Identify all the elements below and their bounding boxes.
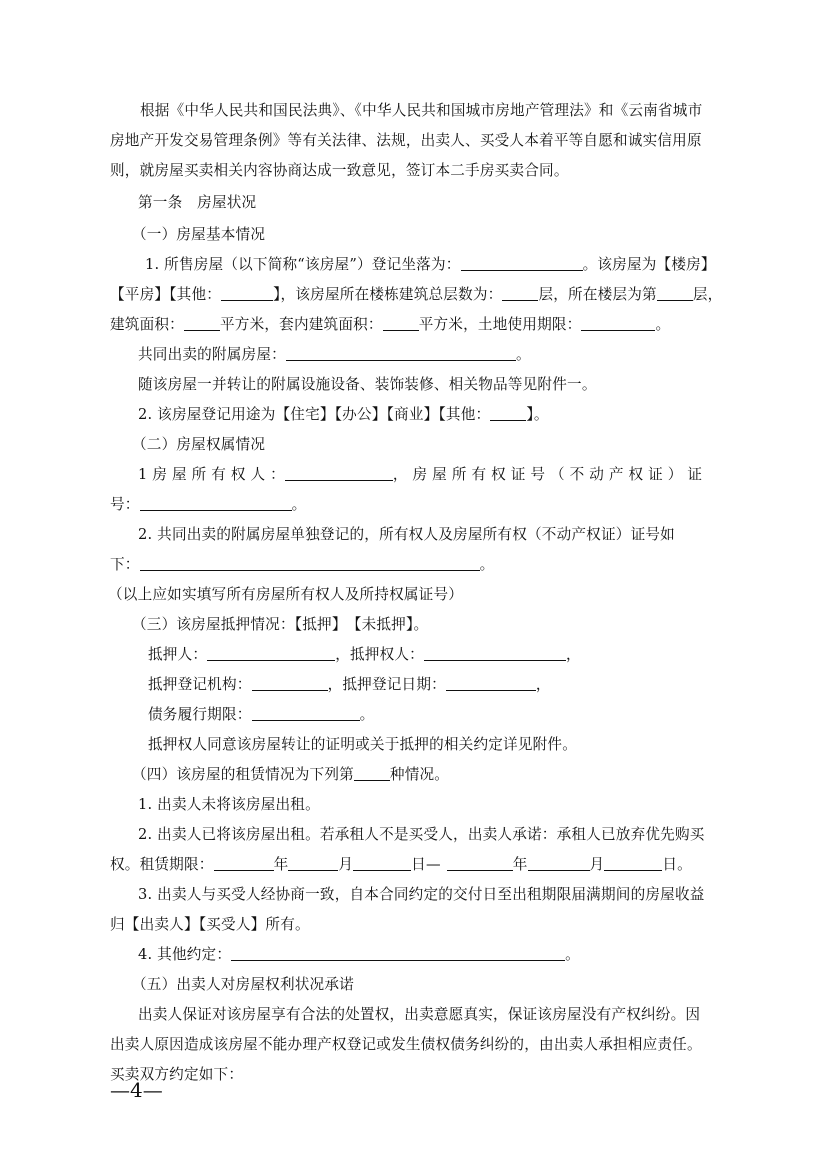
text: 层，	[692, 286, 723, 303]
lease-start-day[interactable]	[353, 856, 411, 871]
text: 1. 所售房屋（以下简称“该房屋”）登记坐落为：	[145, 256, 461, 273]
text: 。	[515, 346, 531, 363]
mortgage-date-blank[interactable]	[446, 676, 536, 691]
lease-end-day[interactable]	[604, 856, 662, 871]
lease-item-2: 2. 出卖人已将该房屋出租。若承租人不是买受人，出卖人承诺：承租人已放弃优先购买	[138, 826, 705, 843]
attached-houses-line	[138, 345, 531, 365]
text: 月	[589, 856, 605, 873]
text: 层，所在楼层为第	[538, 286, 657, 303]
lease-term-line	[110, 855, 692, 875]
text: 【平房】【其他：	[110, 286, 222, 303]
section-5-title: （五）出卖人对房屋权利状况承诺	[132, 976, 354, 993]
usage-other-blank[interactable]	[490, 406, 526, 421]
promise-line-2: 出卖人原因造成该房屋不能办理产权登记或发生债权债务纠纷的，由出卖人承担相应责任。	[110, 1036, 702, 1053]
mortgagee-blank[interactable]	[424, 646, 566, 661]
text: 1 房 屋 所 有 权 人 ：	[138, 466, 285, 483]
text: 共同出卖的附属房屋：	[138, 346, 286, 363]
text: ，	[535, 676, 551, 693]
debt-term-blank[interactable]	[252, 706, 360, 721]
text: 抵押登记机构：	[148, 676, 252, 693]
text: 建筑面积：	[110, 316, 184, 333]
inner-area-blank[interactable]	[383, 316, 419, 331]
text: 】。	[526, 406, 549, 423]
building-area-blank[interactable]	[184, 316, 220, 331]
section-4-title	[132, 765, 449, 785]
text: 。	[291, 496, 307, 513]
sec1-item1-line1	[145, 255, 716, 275]
text: 平方米，土地使用期限：	[418, 316, 582, 333]
ownership-note: （以上应如实填写所有房屋所有权人及所持权属证号）	[108, 586, 464, 603]
text: 日—	[411, 856, 441, 873]
section-2-title: （二）房屋权属情况	[132, 436, 266, 453]
text: （四）该房屋的租赁情况为下列第	[132, 766, 354, 783]
text: 权。租赁期限：	[110, 856, 214, 873]
article-1-title: 第一条 房屋状况	[138, 194, 257, 211]
attached-houses-blank[interactable]	[286, 346, 516, 361]
mortgagor-line	[148, 645, 581, 665]
text: 。	[655, 316, 671, 333]
mortgage-agency-blank[interactable]	[252, 676, 328, 691]
text: 。该房屋为【楼房】	[582, 256, 716, 273]
text: 2. 该房屋登记用途为【住宅】【办公】【商业】【其他：	[138, 406, 491, 423]
text: ，	[565, 646, 581, 663]
intro-line-3: 则，就房屋买卖相关内容协商达成一致意见，签订本二手房买卖合同。	[110, 162, 569, 179]
text: 债务履行期限：	[148, 706, 252, 723]
attached-owner-line: 2. 共同出卖的附属房屋单独登记的，所有权人及房屋所有权（不动产权证）证号如	[138, 526, 675, 543]
sec1-item1-line2	[110, 285, 722, 305]
promise-line-1: 出卖人保证对该房屋享有合法的处置权，出卖意愿真实，保证该房屋没有产权纠纷。因	[138, 1006, 701, 1023]
text: ，抵押登记日期：	[327, 676, 446, 693]
text: 年	[512, 856, 528, 873]
sec1-item1-line3	[110, 315, 670, 335]
other-agreement-blank[interactable]	[231, 946, 565, 961]
text: 年	[273, 856, 289, 873]
section-1-title: （一）房屋基本情况	[132, 226, 266, 243]
total-floors-blank[interactable]	[502, 286, 538, 301]
cert-number-blank[interactable]	[140, 496, 292, 511]
lease-case-blank[interactable]	[354, 766, 390, 781]
mortgage-consent: 抵押权人同意该房屋转让的证明或关于抵押的相关约定详见附件。	[148, 736, 578, 753]
text: 号：	[110, 496, 140, 513]
text: 下：	[110, 556, 140, 573]
text: 】，该房屋所在楼栋建筑总层数为：	[273, 286, 503, 303]
cert-number-line	[110, 495, 306, 515]
attached-owner-line-2	[110, 555, 494, 575]
text: 平方米，套内建筑面积：	[219, 316, 383, 333]
floor-blank[interactable]	[657, 286, 693, 301]
owner-line	[138, 465, 702, 485]
text: 。	[565, 946, 580, 963]
text: 。	[479, 556, 495, 573]
other-type-blank[interactable]	[221, 286, 273, 301]
lease-item-4	[138, 945, 580, 965]
lease-item-1: 1. 出卖人未将该房屋出租。	[138, 796, 320, 813]
lease-item-3: 3. 出卖人与买受人经协商一致，自本合同约定的交付日至出租期限届满期间的房屋收益	[138, 886, 705, 903]
mortgagor-blank[interactable]	[207, 646, 335, 661]
facilities-line: 随该房屋一并转让的附属设施设备、装饰装修、相关物品等见附件一。	[138, 376, 597, 393]
page-number: —4—	[110, 1078, 163, 1102]
text: ， 房 屋 所 有 权 证 号 （ 不 动 产 权 证 ） 证	[392, 466, 703, 483]
text: 4. 其他约定：	[138, 946, 232, 963]
text: 日。	[662, 856, 692, 873]
text: ，抵押权人：	[335, 646, 424, 663]
attached-owner-blank[interactable]	[140, 556, 480, 571]
lease-start-month[interactable]	[288, 856, 338, 871]
debt-term-line	[148, 705, 374, 725]
text: 抵押人：	[148, 646, 208, 663]
lease-start-year[interactable]	[214, 856, 274, 871]
mortgage-agency-line	[148, 675, 551, 695]
text: 。	[359, 706, 375, 723]
intro-line-1: 根据《中华人民共和国民法典》、《中华人民共和国城市房地产管理法》和《云南省城市	[140, 102, 703, 119]
section-3-title: （三）该房屋抵押情况：【抵押】 【未抵押】。	[132, 616, 429, 633]
intro-line-2: 房地产开发交易管理条例》等有关法律、法规，出卖人、买受人本着平等自愿和诚实信用原	[110, 132, 702, 149]
lease-end-year[interactable]	[447, 856, 513, 871]
usage-line	[138, 405, 549, 425]
promise-line-3: 买卖双方约定如下：	[110, 1066, 244, 1083]
text: 月	[338, 856, 354, 873]
location-blank[interactable]	[461, 256, 583, 271]
lease-item-3-line-2: 归【出卖人】【买受人】所有。	[110, 916, 310, 933]
text: 种情况。	[389, 766, 450, 783]
land-term-blank[interactable]	[581, 316, 655, 331]
lease-end-month[interactable]	[528, 856, 590, 871]
owner-blank[interactable]	[285, 466, 393, 481]
